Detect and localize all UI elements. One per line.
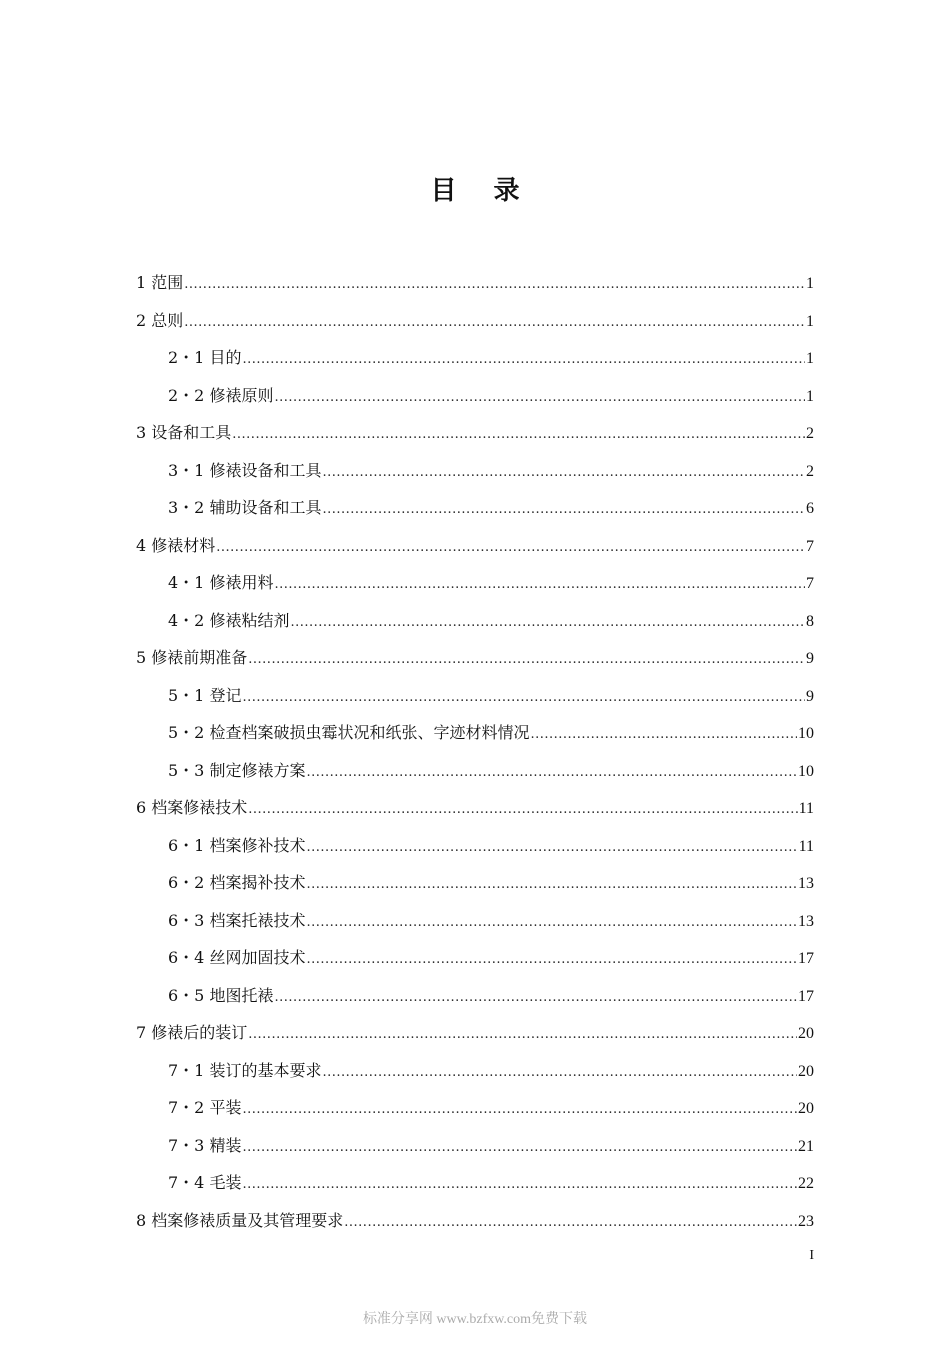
toc-entry[interactable] (136, 902, 814, 940)
toc-entry[interactable] (136, 939, 814, 977)
toc-dot-leader (306, 829, 797, 867)
toc-entry-label: 6・1 档案修补技术 (168, 835, 306, 855)
toc-dot-leader (274, 979, 797, 1017)
toc-entry[interactable] (136, 527, 814, 565)
toc-entry-label: 4・2 修裱粘结剂 (168, 610, 290, 630)
toc-entry-label: 2・2 修裱原则 (168, 385, 274, 405)
toc-entry[interactable] (136, 752, 814, 790)
toc-entry-label: 3 设备和工具 (136, 423, 232, 442)
toc-entry-label: 5・2 检查档案破损虫霉状况和纸张、字迹材料情况 (168, 723, 530, 742)
toc-entry-page: 13 (798, 875, 814, 892)
toc-entry-page: 6 (806, 500, 814, 517)
toc-entry-label: 4・1 修裱用料 (168, 573, 274, 592)
toc-entry[interactable] (136, 677, 814, 715)
toc-entry[interactable] (136, 414, 814, 452)
toc-dot-leader (322, 491, 805, 529)
toc-entry-page: 7 (806, 575, 814, 592)
toc-entry[interactable] (136, 977, 814, 1015)
toc-entry[interactable] (136, 714, 814, 752)
toc-entry-label: 7・2 平装 (168, 1098, 242, 1117)
toc-dot-leader (306, 866, 797, 904)
toc-entry[interactable] (136, 264, 814, 302)
toc-entry-page: 1 (806, 275, 814, 292)
toc-dot-leader (232, 416, 805, 454)
toc-dot-leader (274, 379, 805, 417)
toc-entry-page: 21 (798, 1137, 814, 1155)
toc-entry-page: 10 (798, 725, 814, 742)
toc-entry[interactable] (136, 1202, 814, 1240)
toc-entry[interactable] (136, 302, 814, 340)
toc-entry-label: 6・3 档案托裱技术 (168, 910, 306, 930)
toc-entry-page: 23 (798, 1212, 814, 1230)
toc-entry-label: 5・3 制定修裱方案 (168, 760, 306, 780)
toc-dot-leader (242, 1091, 797, 1129)
toc-entry-label: 7・1 装订的基本要求 (168, 1060, 322, 1080)
toc-entry[interactable] (136, 564, 814, 602)
toc-entry-page: 11 (798, 837, 814, 855)
toc-dot-leader (242, 1129, 797, 1167)
table-of-contents (136, 264, 814, 1239)
toc-entry-page: 20 (798, 1100, 814, 1117)
toc-entry-label: 7・3 精装 (168, 1135, 242, 1155)
toc-entry-page: 17 (798, 950, 814, 967)
toc-entry-page: 2 (806, 425, 814, 442)
toc-entry[interactable] (136, 1164, 814, 1202)
toc-entry-page: 22 (798, 1175, 814, 1192)
toc-dot-leader (248, 1016, 797, 1054)
toc-entry-page: 11 (798, 800, 814, 817)
toc-entry-label: 3・1 修裱设备和工具 (168, 460, 322, 480)
toc-entry-label: 6・4 丝网加固技术 (168, 948, 306, 967)
watermark: 标准分享网 www.bzfxw.com免费下载 (362, 1312, 588, 1327)
toc-entry-label: 6 档案修裱技术 (136, 798, 248, 817)
toc-entry-page: 17 (798, 987, 814, 1005)
toc-entry-label: 7 修裱后的装订 (136, 1023, 248, 1042)
toc-entry[interactable] (136, 1014, 814, 1052)
toc-dot-leader (344, 1204, 797, 1242)
toc-entry-page: 1 (806, 350, 814, 367)
page-number: I (809, 1248, 814, 1263)
toc-entry[interactable] (136, 827, 814, 865)
toc-entry[interactable] (136, 489, 814, 527)
toc-entry[interactable] (136, 602, 814, 640)
toc-dot-leader (242, 1166, 797, 1204)
toc-entry-page: 1 (806, 312, 814, 330)
toc-entry-label: 7・4 毛装 (168, 1173, 242, 1192)
toc-dot-leader (248, 641, 805, 679)
toc-entry-label: 1 范围 (136, 273, 184, 292)
toc-entry[interactable] (136, 452, 814, 490)
toc-entry[interactable] (136, 1127, 814, 1165)
toc-entry[interactable] (136, 339, 814, 377)
toc-entry[interactable] (136, 1052, 814, 1090)
toc-dot-leader (242, 341, 805, 379)
toc-dot-leader (322, 454, 805, 492)
toc-entry-page: 7 (806, 537, 814, 555)
toc-entry-label: 3・2 辅助设备和工具 (168, 498, 322, 517)
toc-dot-leader (184, 266, 805, 304)
toc-dot-leader (274, 566, 805, 604)
toc-entry-page: 9 (806, 650, 814, 667)
toc-dot-leader (322, 1054, 797, 1092)
toc-entry[interactable] (136, 1089, 814, 1127)
toc-entry-page: 1 (806, 387, 814, 405)
toc-entry-label: 6・5 地图托裱 (168, 985, 274, 1005)
toc-entry-page: 13 (798, 912, 814, 930)
toc-dot-leader (242, 679, 805, 717)
toc-dot-leader (306, 754, 797, 792)
toc-entry-label: 5 修裱前期准备 (136, 648, 248, 667)
toc-entry-page: 9 (806, 687, 814, 705)
toc-dot-leader (290, 604, 805, 642)
toc-dot-leader (248, 791, 797, 829)
toc-entry-page: 2 (806, 462, 814, 480)
toc-dot-leader (306, 904, 797, 942)
toc-entry-page: 20 (798, 1025, 814, 1042)
toc-entry-label: 6・2 档案揭补技术 (168, 873, 306, 892)
toc-entry-page: 10 (798, 762, 814, 780)
toc-dot-leader (216, 529, 805, 567)
page-title: 目 录 (430, 176, 534, 206)
toc-dot-leader (184, 304, 805, 342)
toc-entry[interactable] (136, 377, 814, 415)
toc-entry-label: 5・1 登记 (168, 685, 242, 705)
toc-entry-label: 8 档案修裱质量及其管理要求 (136, 1210, 344, 1230)
toc-entry-label: 4 修裱材料 (136, 535, 216, 555)
toc-dot-leader (530, 716, 797, 754)
toc-entry-label: 2 总则 (136, 310, 184, 330)
toc-entry-page: 20 (798, 1062, 814, 1080)
toc-entry[interactable] (136, 639, 814, 677)
toc-entry[interactable] (136, 864, 814, 902)
toc-entry-label: 2・1 目的 (168, 348, 242, 367)
toc-entry-page: 8 (806, 612, 814, 630)
toc-dot-leader (306, 941, 797, 979)
toc-entry[interactable] (136, 789, 814, 827)
